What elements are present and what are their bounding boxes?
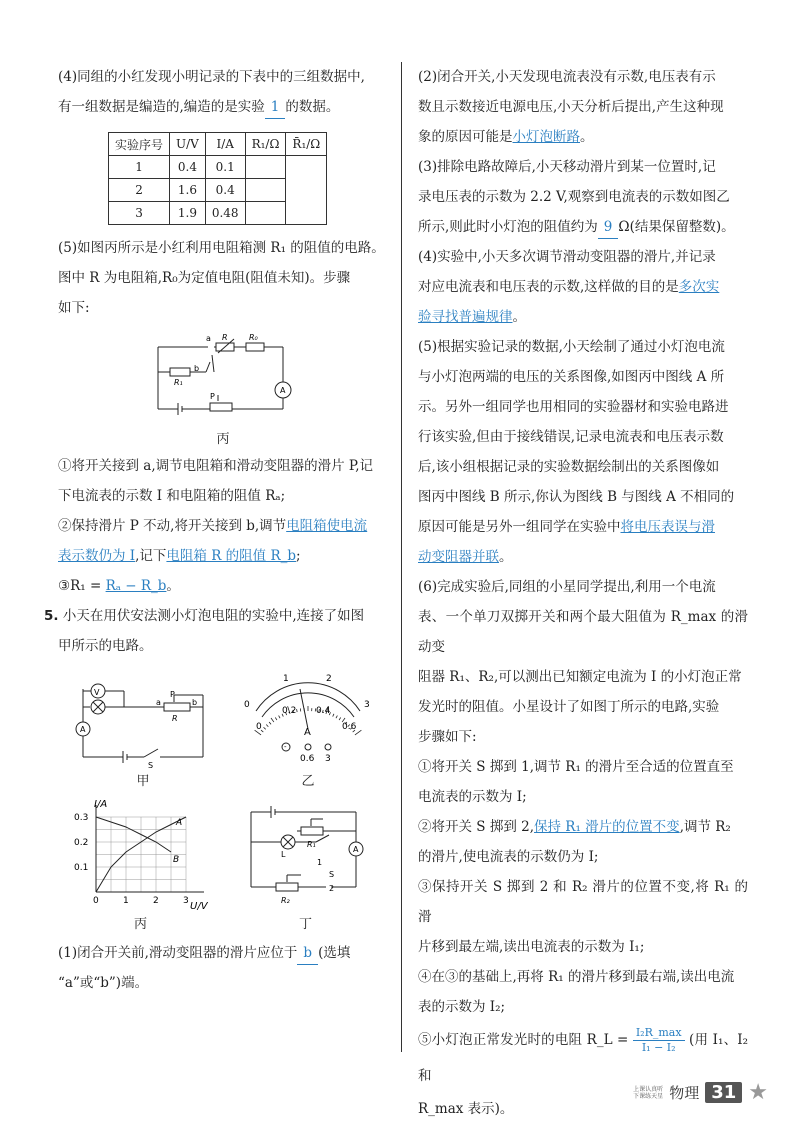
scale-bottom-label: 0.2 [282, 706, 296, 716]
scale-bottom-label: 0.6 [342, 722, 357, 732]
q6-text-4: 发光时的阻值。小星设计了如图丁所示的电路,实验 [418, 692, 748, 722]
q3-text-3: 所示,则此时小灯泡的阻值约为 9 Ω(结果保留整数)。 [418, 212, 748, 242]
table-cell: 0.4 [170, 156, 206, 179]
table-cell [245, 179, 286, 202]
table-cell-avg [286, 156, 327, 225]
footer-slogan: 上课认真听 下课练天星 [633, 1086, 663, 1100]
column-divider [401, 62, 402, 1052]
table-cell [245, 202, 286, 225]
step2-answer-1b: 表示数仍为 I [58, 548, 135, 564]
q6-text-5: 步骤如下: [418, 722, 748, 752]
q4-text: (4)同组的小红发现小明记录的下表中的三组数据中, [58, 62, 388, 92]
svg-text:S: S [329, 870, 334, 879]
q6-text-3: 阻器 R₁、R₂,可以测出已知额定电流为 I 的小灯泡正常 [418, 662, 748, 692]
q4r-answer-1: 多次实 [679, 279, 720, 295]
q3-answer: 9 [598, 216, 619, 239]
terminal-label: 3 [325, 754, 331, 764]
figure-caption: 丙 [66, 916, 216, 934]
svg-text:S: S [148, 761, 153, 769]
table-row [109, 156, 327, 179]
x-axis-label: U/V [190, 901, 209, 912]
circuit-diagram-bing [148, 327, 298, 427]
q5r-text-2: 与小灯泡两端的电压的关系图像,如图丙中图线 A 所 [418, 362, 748, 392]
ammeter-label: A [304, 727, 311, 738]
q4r-answer-2: 验寻找普遍规律 [418, 309, 513, 325]
svg-text:R₂: R₂ [281, 896, 291, 905]
svg-text:A: A [80, 725, 86, 734]
step2-answer-1: 电阻箱使电流 [286, 518, 367, 534]
table-header: U/V [170, 133, 206, 156]
step2-text-2: 表示数仍为 I,记下电阻箱 R 的阻值 R_b; [58, 541, 388, 571]
svg-text:b: b [192, 698, 197, 707]
series-label: B [173, 855, 179, 865]
ammeter-dial [238, 669, 378, 769]
q5r-text-5: 后,该小组根据记录的实验数据绘制出的关系图像如 [418, 452, 748, 482]
table-cell: 0.4 [205, 179, 245, 202]
problem5-text: 5. 小天在用伏安法测小灯泡电阻的实验中,连接了如图 [44, 601, 388, 631]
q5r-text-4: 行该实验,但由于接线错误,记录电流表和电压表示数 [418, 422, 748, 452]
dial-tick [269, 722, 271, 724]
s2-answer: 保持 R₁ 滑片的位置不变 [534, 819, 680, 835]
q5-text: (5)如图丙所示是小红利用电阻箱测 R₁ 的阻值的电路。 [58, 233, 388, 263]
figure-caption: 乙 [238, 773, 378, 791]
q4-text-2: 有一组数据是编造的,编造的是实验 1 的数据。 [58, 92, 388, 122]
q1-text: (1)闭合开关前,滑动变阻器的滑片应位于 b (选填 [58, 938, 388, 968]
svg-text:A: A [353, 845, 359, 854]
svg-text:P: P [170, 690, 175, 699]
svg-text:1: 1 [317, 858, 322, 867]
y-tick-label: 0.3 [74, 813, 88, 823]
figure-caption: 丙 [58, 431, 388, 449]
q4r-text: (4)实验中,小天多次调节滑动变阻器的滑片,并记录 [418, 242, 748, 272]
q5-text-3: 如下: [58, 293, 388, 323]
x-tick-label: 0 [93, 896, 99, 906]
table-header: R₁/Ω [245, 133, 286, 156]
s4-text-2: 表的示数为 I₂; [418, 992, 748, 1022]
left-column [58, 62, 388, 998]
q5r-text-7: 原因可能是另外一组同学在实验中将电压表误与滑 [418, 512, 748, 542]
svg-text:V: V [94, 688, 100, 697]
q5r-text-8: 动变阻器并联。 [418, 542, 748, 572]
q5r-text-6: 图丙中图线 B 所示,你认为图线 B 与图线 A 不相同的 [418, 482, 748, 512]
s5-text: ⑤小灯泡正常发光时的电阻 R_L = $\frac{\text{I₂R\_max}}{\text{I₁ − I₂}}$ (用 I₁、I₂ 和 [418, 1022, 748, 1094]
scale-top-label: 3 [364, 700, 370, 710]
right-column [418, 62, 748, 1124]
page-footer [633, 1080, 768, 1105]
dial-tick [333, 714, 334, 717]
step2-text: ②保持滑片 P 不动,将开关接到 b,调节电阻箱使电流 [58, 511, 388, 541]
table-cell: 3 [109, 202, 170, 225]
footer-subject: 物理 [669, 1082, 699, 1103]
svg-text:R₀: R₀ [249, 333, 259, 342]
table-cell: 0.48 [205, 202, 245, 225]
step3-answer: Rₐ − R_b [106, 578, 167, 594]
scale-bottom-label: 0 [256, 722, 262, 732]
x-tick-label: 1 [123, 896, 129, 906]
q6-text-2: 表、一个单刀双掷开关和两个最大阻值为 R_max 的滑动变 [418, 602, 748, 662]
svg-text:R: R [222, 333, 228, 342]
circuit-diagram-jia [68, 669, 218, 769]
q5r-text-3: 示。另外一组同学也用相同的实验器材和实验电路进 [418, 392, 748, 422]
svg-text:P: P [210, 392, 215, 401]
dial-tick [264, 727, 266, 729]
s4-text: ④在③的基础上,再将 R₁ 的滑片移到最右端,读出电流 [418, 962, 748, 992]
figures-bing-ding [58, 797, 388, 934]
dial-tick [339, 717, 341, 720]
s3-text-2: 片移到最左端,读出电流表的示数为 I₁; [418, 932, 748, 962]
step1-text-2: 下电流表的示数 I 和电阻箱的阻值 Rₐ; [58, 481, 388, 511]
svg-text:b: b [194, 364, 199, 373]
dial-tick [266, 725, 268, 727]
step1-text: ①将开关接到 a,调节电阻箱和滑动变阻器的滑片 P,记 [58, 451, 388, 481]
dial-tick [279, 716, 280, 719]
step2-answer-2: 电阻箱 R 的阻值 R_b [166, 548, 296, 564]
y-tick-label: 0.1 [74, 863, 88, 873]
svg-text:a: a [156, 698, 161, 707]
figure-yi [238, 669, 378, 791]
page-number: 31 [705, 1082, 742, 1103]
q4-answer: 1 [265, 96, 286, 119]
dial-tick [271, 718, 274, 722]
q2-text-2: 数且示数接近电源电压,小天分析后提出,产生这种现 [418, 92, 748, 122]
q2-text-3: 象的原因可能是小灯泡断路。 [418, 122, 748, 152]
s1-text-2: 电流表的示数为 I; [418, 782, 748, 812]
svg-text:2: 2 [329, 884, 334, 893]
s1-text: ①将开关 S 掷到 1,调节 R₁ 的滑片至合适的位置直至 [418, 752, 748, 782]
q3-text-2: 录电压表的示数为 2.2 V,观察到电流表的示数如图乙 [418, 182, 748, 212]
q5r-answer-2: 动变阻器并联 [418, 549, 499, 565]
svg-text:R₁: R₁ [307, 840, 316, 849]
figure-caption: 丁 [231, 916, 381, 934]
q6-text-1: (6)完成实验后,同组的小星同学提出,利用一个电流 [418, 572, 748, 602]
table-header-row [109, 133, 327, 156]
table-cell [245, 156, 286, 179]
s3-text: ③保持开关 S 掷到 2 和 R₂ 滑片的位置不变,将 R₁ 的滑 [418, 872, 748, 932]
s2-text: ②将开关 S 掷到 2,保持 R₁ 滑片的位置不变,调节 R₂ [418, 812, 748, 842]
table-cell: 1.6 [170, 179, 206, 202]
scale-bottom-label: 0.4 [316, 706, 331, 716]
svg-text:L: L [281, 850, 286, 859]
table-header: I/A [205, 133, 245, 156]
figure-bing-circuit [58, 327, 388, 449]
table-cell: 0.1 [205, 156, 245, 179]
dial-tick [336, 716, 337, 719]
terminal-label: - [284, 743, 287, 751]
q5-text-2: 图中 R 为电阻箱,R₀为定值电阻(阻值未知)。步骤 [58, 263, 388, 293]
scale-top-label: 0 [244, 700, 250, 710]
table-cell: 1.9 [170, 202, 206, 225]
q2-answer: 小灯泡断路 [513, 129, 581, 145]
table-cell: 1 [109, 156, 170, 179]
table-header: 实验序号 [109, 133, 170, 156]
figure-ding [231, 797, 381, 934]
s2-text-2: 的滑片,使电流表的示数仍为 I; [418, 842, 748, 872]
figure-caption: 甲 [68, 773, 218, 791]
circuit-diagram-ding [231, 797, 381, 912]
svg-text:R: R [172, 714, 178, 723]
scale-top-label: 2 [326, 674, 332, 684]
q1-answer: b [297, 942, 318, 965]
s5-answer-fraction: $\frac{\text{I₂R\_max}}{\text{I₁ − I₂}}$ [633, 1026, 685, 1055]
svg-text:R₁: R₁ [174, 378, 183, 387]
q2-text: (2)闭合开关,小天发现电流表没有示数,电压表有示 [418, 62, 748, 92]
scale-top-label: 1 [283, 674, 289, 684]
dial-tick [297, 709, 298, 712]
iv-chart [66, 797, 216, 912]
q4r-text-2: 对应电流表和电压表的示数,这样做的目的是多次实 [418, 272, 748, 302]
q5r-text-1: (5)根据实验记录的数据,小天绘制了通过小灯泡电流 [418, 332, 748, 362]
x-tick-label: 3 [183, 896, 189, 906]
svg-text:a: a [206, 334, 211, 343]
dial-tick [275, 717, 277, 720]
terminal-label: 0.6 [300, 754, 315, 764]
series-label: A [175, 818, 182, 828]
data-table [108, 132, 327, 225]
figure-bing-graph [66, 797, 216, 934]
table-header: R̄₁/Ω [286, 133, 327, 156]
svg-text:A: A [280, 386, 286, 395]
table-cell: 2 [109, 179, 170, 202]
q3-text: (3)排除电路故障后,小天移动滑片到某一位置时,记 [418, 152, 748, 182]
star-icon: ★ [748, 1080, 768, 1105]
figure-jia [68, 669, 218, 791]
step3-text: ③R₁ = Rₐ − R_b。 [58, 571, 388, 601]
y-axis-label: I/A [94, 799, 107, 810]
y-tick-label: 0.2 [74, 838, 88, 848]
figures-jia-yi [58, 669, 388, 791]
q4r-text-3: 验寻找普遍规律。 [418, 302, 748, 332]
problem5-text-2: 甲所示的电路。 [58, 631, 388, 661]
q5r-answer-1: 将电压表误与滑 [621, 519, 716, 535]
x-tick-label: 2 [153, 896, 159, 906]
s5-text-2: R_max 表示)。 [418, 1094, 748, 1124]
q1-text-2: “a”或“b”)端。 [58, 968, 388, 998]
